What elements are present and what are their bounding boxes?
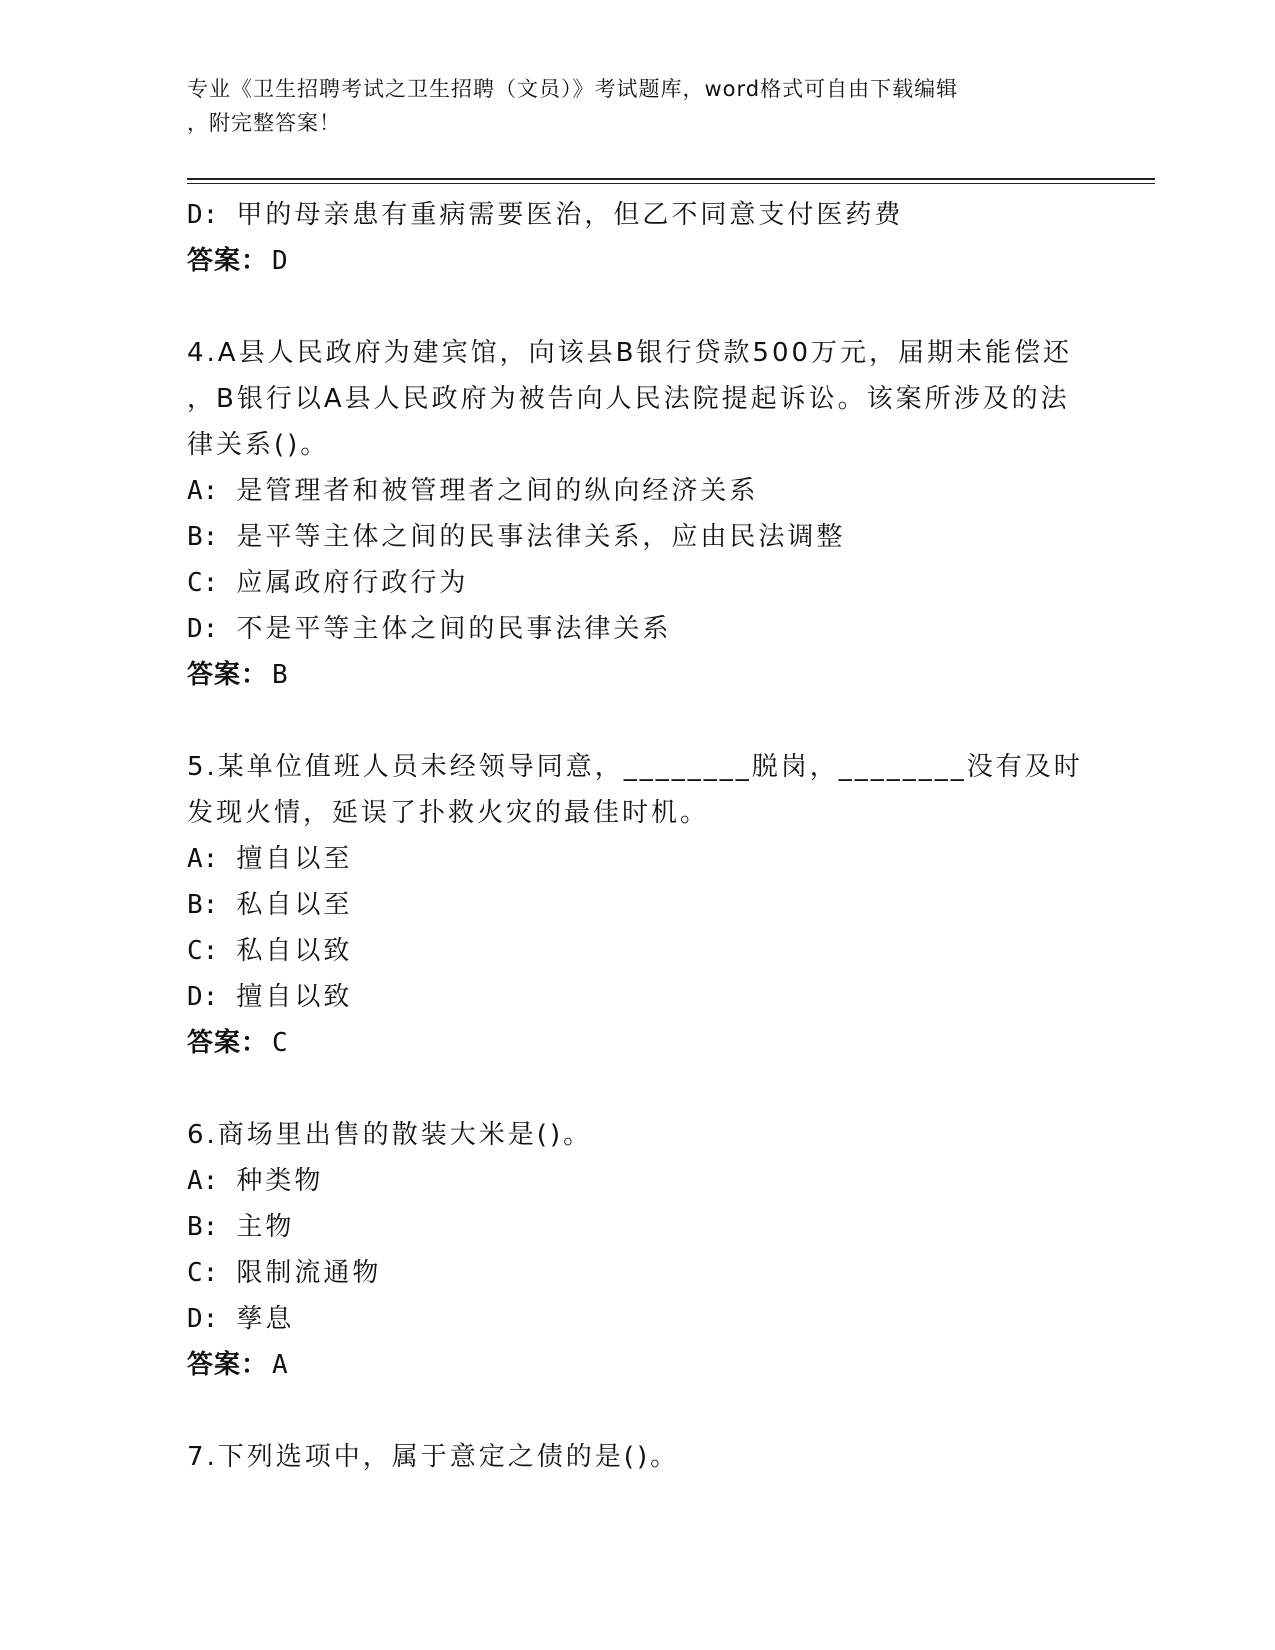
option-letter: C: xyxy=(187,568,219,598)
option-text: 私自以至 xyxy=(236,890,353,920)
question-text-line: 6.商场里出售的散装大米是()。 xyxy=(187,1120,593,1150)
header-divider-thin xyxy=(187,183,1155,184)
answer-row xyxy=(187,652,1087,698)
option-row xyxy=(187,606,1087,652)
option-row xyxy=(187,928,1087,974)
answer-label: 答案： xyxy=(187,1028,269,1058)
option-row xyxy=(187,882,1087,928)
option-row xyxy=(187,1250,1087,1296)
option-letter: C: xyxy=(187,936,219,966)
option-row xyxy=(187,1296,1087,1342)
option-row xyxy=(187,192,1087,238)
option-row xyxy=(187,468,1087,514)
option-letter: D: xyxy=(187,614,219,644)
option-text: 主物 xyxy=(236,1212,295,1242)
question-text-line: 律关系()。 xyxy=(187,430,330,460)
option-letter: B: xyxy=(187,890,219,920)
answer-value: C xyxy=(272,1028,289,1058)
option-text: 是平等主体之间的民事法律关系，应由民法调整 xyxy=(236,522,846,552)
option-letter: A: xyxy=(187,844,219,874)
answer-label: 答案： xyxy=(187,660,269,690)
option-letter: C: xyxy=(187,1258,219,1288)
answer-row xyxy=(187,1020,1087,1066)
option-letter: D: xyxy=(187,982,219,1012)
option-text: 孳息 xyxy=(236,1304,295,1334)
option-text: 擅自以至 xyxy=(236,844,353,874)
option-row xyxy=(187,1158,1087,1204)
option-text: 擅自以致 xyxy=(236,982,353,1012)
question-text-line: ，B银行以A县人民政府为被告向人民法院提起诉讼。该案所涉及的法 xyxy=(187,384,1070,414)
option-letter: D: xyxy=(187,200,219,230)
answer-value: A xyxy=(272,1350,289,1380)
question-list xyxy=(187,192,1087,1480)
header-line-2: ，附完整答案！ xyxy=(187,111,341,135)
option-row xyxy=(187,1204,1087,1250)
answer-row xyxy=(187,1342,1087,1388)
answer-label: 答案： xyxy=(187,246,269,276)
header-divider-thick xyxy=(187,178,1155,180)
option-text: 私自以致 xyxy=(236,936,353,966)
option-letter: B: xyxy=(187,522,219,552)
question-text-line: 7.下列选项中，属于意定之债的是()。 xyxy=(187,1442,680,1472)
option-row xyxy=(187,974,1087,1020)
answer-value: D xyxy=(272,246,289,276)
option-row xyxy=(187,514,1087,560)
question-5 xyxy=(187,744,1087,1066)
question-text-line: 发现火情，延误了扑救火灾的最佳时机。 xyxy=(187,798,710,828)
header-line-1: 专业《卫生招聘考试之卫生招聘（文员）》考试题库，word格式可自由下载编辑 xyxy=(187,77,959,101)
option-letter: B: xyxy=(187,1212,219,1242)
question-6 xyxy=(187,1112,1087,1388)
answer-value: B xyxy=(272,660,289,690)
option-text: 甲的母亲患有重病需要医治，但乙不同意支付医药费 xyxy=(236,200,904,230)
question-4 xyxy=(187,330,1087,698)
option-row xyxy=(187,836,1087,882)
document-header xyxy=(187,72,1087,140)
option-text: 种类物 xyxy=(236,1166,324,1196)
question-text-line: 5.某单位值班人员未经领导同意，________脱岗，________没有及时 xyxy=(187,752,1083,782)
option-row xyxy=(187,560,1087,606)
question-7 xyxy=(187,1434,1087,1480)
answer-row xyxy=(187,238,1087,284)
question-text-line: 4.A县人民政府为建宾馆，向该县B银行贷款500万元，届期未能偿还 xyxy=(187,338,1073,368)
option-letter: D: xyxy=(187,1304,219,1334)
option-letter: A: xyxy=(187,476,219,506)
option-text: 限制流通物 xyxy=(236,1258,382,1288)
option-text: 是管理者和被管理者之间的纵向经济关系 xyxy=(236,476,759,506)
option-letter: A: xyxy=(187,1166,219,1196)
question-prev xyxy=(187,192,1087,284)
option-text: 不是平等主体之间的民事法律关系 xyxy=(236,614,672,644)
option-text: 应属政府行政行为 xyxy=(236,568,469,598)
answer-label: 答案： xyxy=(187,1350,269,1380)
